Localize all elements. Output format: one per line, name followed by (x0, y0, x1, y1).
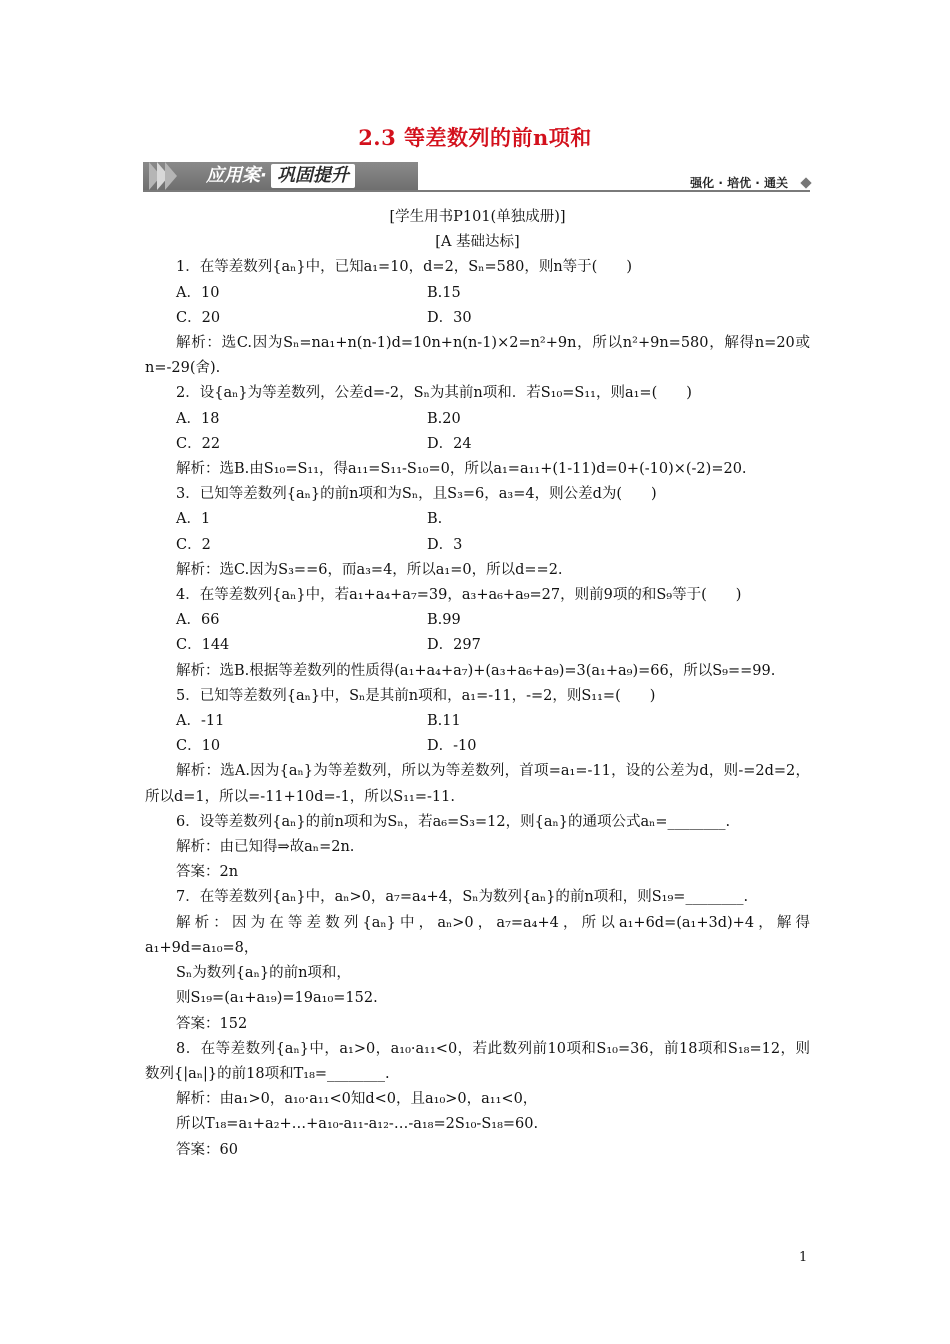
question-text: Sₙ为数列{aₙ}的前n项和， (176, 965, 351, 982)
book-reference: [学生用书P101(单独成册)] (389, 209, 566, 225)
option-left: C．2 (176, 536, 211, 553)
option-left: C．10 (176, 738, 221, 755)
solution-text: 解析：选C.因为S₃==6，而a₃=4，所以a₁=0，所以d==2. (176, 561, 563, 578)
answer-options (145, 507, 810, 532)
question-text: 1．在等差数列{aₙ}中，已知a₁=10，d=2，Sₙ=580，则n等于( ) (176, 259, 632, 276)
solution-text: 解析：选B.由S₁₀=S₁₁，得a₁₁=S₁₁-S₁₀=0，所以a₁=a₁₁+(1-11)d=0+(-10)×(-2)=20. (176, 461, 747, 478)
option-right: D．24 (427, 435, 472, 452)
question-text: 2．设{aₙ}为等差数列，公差d=-2，Sₙ为其前n项和．若S₁₀=S₁₁，则a₁=( ) (176, 385, 692, 402)
section-banner (143, 162, 810, 194)
banner-label-box (143, 162, 418, 190)
answer-options (145, 281, 810, 306)
question-text: 5．已知等差数列{aₙ}中，Sₙ是其前n项和，a₁=-11，-=2，则S₁₁=( ) (176, 687, 656, 704)
option-right: D．30 (427, 309, 472, 326)
solution-text: 解析：选B.根据等差数列的性质得(a₁+a₄+a₇)+(a₃+a₆+a₉)=3(a₁+a₉)=66，所以S₉==99. (176, 662, 776, 679)
answer-options (145, 608, 810, 633)
option-left: A．-11 (176, 713, 225, 730)
option-right: D．3 (427, 536, 463, 553)
option-right: D．297 (427, 637, 481, 654)
question-text: 则S₁₉=(a₁+a₁₉)=19a₁₀=152. (176, 990, 378, 1007)
option-right: D．-10 (427, 738, 477, 755)
answer-options (145, 533, 810, 558)
banner-text (206, 164, 355, 188)
question-text: 答案：152 (176, 1015, 248, 1032)
solution-text: 解析：选C.因为Sₙ=na₁+n(n-1)d=10n+n(n-1)×2=n²+9n，所以n²+9n=580，解得n=20或n=-29(舍). (145, 335, 810, 377)
option-right: B.11 (427, 713, 461, 730)
question-text: 6．设等差数列{aₙ}的前n项和为Sₙ，若a₆=S₃=12，则{aₙ}的通项公式aₙ=________. (176, 813, 731, 830)
answer-options (145, 407, 810, 432)
section-level: [A 基础达标] (435, 234, 520, 251)
solution-text: 8．在等差数列{aₙ}中，a₁>0，a₁₀·a₁₁<0，若此数列前10项和S₁₀=36，前18项和S₁₈=12，则数列{|aₙ|}的前18项和T₁₈=________. (145, 1040, 810, 1082)
option-left: A．1 (176, 511, 211, 528)
question-text: 所以T₁₈=a₁+a₂+…+a₁₀-a₁₁-a₁₂-…-a₁₈=2S₁₀-S₁₈=60. (176, 1116, 539, 1133)
banner-highlight-text: 巩固提升 (271, 164, 355, 188)
question-text: 7．在等差数列{aₙ}中，aₙ>0，a₇=a₄+4，Sₙ为数列{aₙ}的前n项和，则S₁₉=________. (176, 889, 749, 906)
option-left: C．22 (176, 435, 221, 452)
answer-options (145, 432, 810, 457)
page-number: 1 (799, 1250, 808, 1265)
question-text: 答案：60 (176, 1141, 238, 1158)
question-text: 4．在等差数列{aₙ}中，若a₁+a₄+a₇=39，a₃+a₆+a₉=27，则前9项的和S₉等于( ) (176, 587, 742, 604)
option-left: A．10 (176, 284, 220, 301)
banner-right-text: 强化 · 培优 · 通关 (690, 176, 788, 190)
option-right: B.15 (427, 284, 461, 301)
chevron-arrows-icon (149, 162, 173, 190)
option-left: A．18 (176, 410, 220, 427)
solution-text: 解析：选A.因为{aₙ}为等差数列，所以为等差数列，首项=a₁=-11，设的公差为d，则-=2d=2，所以d=1，所以=-11+10d=-1，所以S₁₁=-11. (145, 763, 810, 805)
solution-text: 解析：因为在等差数列{aₙ}中，aₙ>0，a₇=a₄+4，所以a₁+6d=(a₁+3d)+4，解得a₁+9d=a₁₀=8， (145, 914, 810, 956)
option-right: B. (427, 511, 443, 528)
question-text: 3．已知等差数列{aₙ}的前n项和为Sₙ，且S₃=6，a₃=4，则公差d为( ) (176, 486, 657, 503)
banner-left-text: 应用案· (206, 165, 267, 186)
option-left: C．144 (176, 637, 230, 654)
answer-options (145, 633, 810, 658)
option-left: C．20 (176, 309, 221, 326)
question-text: 解析：由已知得⇒故aₙ=2n. (176, 839, 355, 856)
question-text: 解析：由a₁>0，a₁₀·a₁₁<0知d<0，且a₁₀>0，a₁₁<0， (176, 1091, 538, 1108)
answer-options (145, 734, 810, 759)
option-right: B.20 (427, 410, 461, 427)
answer-options (145, 709, 810, 734)
document-body (145, 205, 810, 1163)
diamond-icon (800, 177, 811, 188)
option-left: A．66 (176, 612, 220, 629)
answer-options (145, 306, 810, 331)
option-right: B.99 (427, 612, 461, 629)
question-text: 答案：2n (176, 864, 239, 881)
page-title: 2.3 等差数列的前n项和 (358, 125, 592, 150)
